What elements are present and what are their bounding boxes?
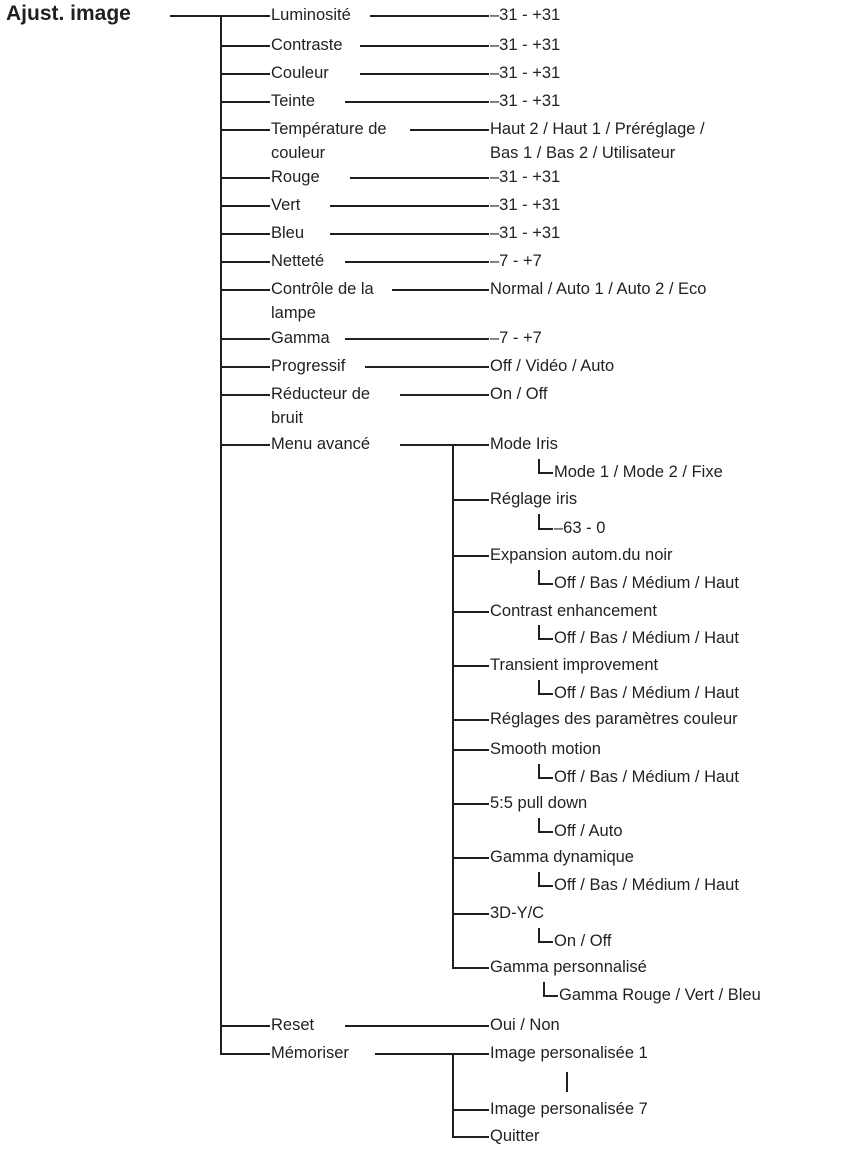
value-connector-temperature: [410, 129, 490, 131]
item-memoriser: Mémoriser: [271, 1044, 349, 1062]
item-bleu: Bleu: [271, 224, 305, 242]
title-connector: [170, 15, 220, 17]
item-teinte: Teinte: [271, 92, 316, 110]
branch-gamma-perso: [452, 967, 490, 969]
branch-vert: [220, 205, 270, 207]
branch-pulldown: [452, 803, 490, 805]
item-gamma: Gamma: [271, 329, 330, 347]
branch-reglage-iris: [452, 499, 490, 501]
value-temperature-line1: Haut 2 / Haut 1 / Préréglage /: [490, 120, 705, 138]
mem-image7: Image personalisée 7: [490, 1100, 648, 1118]
branch-rouge: [220, 177, 270, 179]
value-contraste: –31 - +31: [490, 36, 561, 54]
item-luminosite: Luminosité: [271, 6, 351, 24]
adv-gamma-perso: Gamma personnalisé: [490, 958, 647, 976]
adv-contrast-enh-value: Off / Bas / Médium / Haut: [554, 629, 739, 647]
item-vert: Vert: [271, 196, 301, 214]
item-reset: Reset: [271, 1016, 315, 1034]
branch-luminosite: [220, 15, 270, 17]
branch-bleu: [220, 233, 270, 235]
elbow-gamma-perso-h: [543, 995, 559, 997]
value-reset: Oui / Non: [490, 1016, 560, 1034]
branch-gamma: [220, 338, 270, 340]
adv-mode-iris-value: Mode 1 / Mode 2 / Fixe: [554, 463, 723, 481]
branch-transient: [452, 665, 490, 667]
adv-transient: Transient improvement: [490, 656, 659, 674]
value-reducteur: On / Off: [490, 385, 548, 403]
value-teinte: –31 - +31: [490, 92, 561, 110]
elbow-contrast-enh-h: [538, 638, 554, 640]
elbow-gamma-dyn-h: [538, 885, 554, 887]
value-controle: Normal / Auto 1 / Auto 2 / Eco: [490, 280, 707, 298]
adv-reglage-iris: Réglage iris: [490, 490, 578, 508]
adv-transient-value: Off / Bas / Médium / Haut: [554, 684, 739, 702]
elbow-yc-h: [538, 941, 554, 943]
adv-expansion-value: Off / Bas / Médium / Haut: [554, 574, 739, 592]
elbow-reglage-iris-h: [538, 528, 554, 530]
adv-pulldown: 5:5 pull down: [490, 794, 588, 812]
value-bleu: –31 - +31: [490, 224, 561, 242]
adv-reglages-couleur: Réglages des paramètres couleur: [490, 710, 738, 728]
mem-image1: Image personalisée 1: [490, 1044, 648, 1062]
adv-reglage-iris-value: –63 - 0: [554, 519, 606, 537]
elbow-smooth-h: [538, 777, 554, 779]
adv-smooth: Smooth motion: [490, 740, 601, 758]
branch-gamma-dyn: [452, 857, 490, 859]
value-progressif: Off / Vidéo / Auto: [490, 357, 615, 375]
branch-contrast-enh: [452, 611, 490, 613]
item-controle-line1: Contrôle de la: [271, 280, 374, 298]
adv-yc-value: On / Off: [554, 932, 612, 950]
value-connector-contraste: [360, 45, 490, 47]
elbow-pulldown-h: [538, 831, 554, 833]
branch-expansion: [452, 555, 490, 557]
branch-teinte: [220, 101, 270, 103]
item-contraste: Contraste: [271, 36, 343, 54]
value-luminosite: –31 - +31: [490, 6, 561, 24]
branch-progressif: [220, 366, 270, 368]
page-title: Ajust. image: [6, 2, 131, 25]
branch-reset: [220, 1025, 270, 1027]
adv-gamma-dyn-value: Off / Bas / Médium / Haut: [554, 876, 739, 894]
item-controle-line2: lampe: [271, 304, 316, 322]
value-connector-memoriser: [375, 1053, 490, 1055]
branch-yc: [452, 913, 490, 915]
elbow-transient-h: [538, 693, 554, 695]
adv-pulldown-value: Off / Auto: [554, 822, 623, 840]
value-connector-vert: [330, 205, 490, 207]
adv-gamma-perso-value: Gamma Rouge / Vert / Bleu: [559, 986, 761, 1004]
item-progressif: Progressif: [271, 357, 346, 375]
value-gamma: –7 - +7: [490, 329, 542, 347]
advanced-trunk: [452, 444, 454, 969]
branch-menu-avance: [220, 444, 270, 446]
value-connector-reducteur: [400, 394, 490, 396]
value-nettete: –7 - +7: [490, 252, 542, 270]
branch-temperature: [220, 129, 270, 131]
value-connector-controle: [392, 289, 490, 291]
value-connector-reset: [345, 1025, 490, 1027]
item-temperature-line2: couleur: [271, 144, 326, 162]
value-couleur: –31 - +31: [490, 64, 561, 82]
value-connector-gamma: [345, 338, 490, 340]
value-connector-nettete: [345, 261, 490, 263]
branch-contraste: [220, 45, 270, 47]
elbow-expansion-h: [538, 583, 554, 585]
memory-trunk: [452, 1053, 454, 1137]
item-reducteur-line1: Réducteur de: [271, 385, 371, 403]
value-connector-menu-avance: [400, 444, 490, 446]
value-connector-rouge: [350, 177, 490, 179]
value-connector-couleur: [360, 73, 490, 75]
branch-couleur: [220, 73, 270, 75]
memory-continuation-mark: [566, 1072, 568, 1092]
value-connector-bleu: [330, 233, 490, 235]
mem-quitter: Quitter: [490, 1127, 540, 1145]
value-rouge: –31 - +31: [490, 168, 561, 186]
item-menu-avance: Menu avancé: [271, 435, 371, 453]
branch-memoriser: [220, 1053, 270, 1055]
adv-gamma-dyn: Gamma dynamique: [490, 848, 634, 866]
branch-controle: [220, 289, 270, 291]
item-nettete: Netteté: [271, 252, 325, 270]
adv-expansion: Expansion autom.du noir: [490, 546, 673, 564]
branch-reducteur: [220, 394, 270, 396]
value-connector-teinte: [345, 101, 490, 103]
branch-reglages-couleur: [452, 719, 490, 721]
main-trunk: [220, 15, 222, 1055]
adv-yc: 3D-Y/C: [490, 904, 545, 922]
adv-mode-iris: Mode Iris: [490, 435, 558, 453]
item-temperature-line1: Température de: [271, 120, 387, 138]
adv-smooth-value: Off / Bas / Médium / Haut: [554, 768, 739, 786]
value-connector-luminosite: [370, 15, 490, 17]
item-rouge: Rouge: [271, 168, 320, 186]
value-vert: –31 - +31: [490, 196, 561, 214]
branch-smooth: [452, 749, 490, 751]
branch-quitter: [452, 1136, 490, 1138]
branch-nettete: [220, 261, 270, 263]
item-couleur: Couleur: [271, 64, 329, 82]
branch-image7: [452, 1109, 490, 1111]
value-connector-progressif: [365, 366, 490, 368]
elbow-mode-iris-h: [538, 472, 554, 474]
item-reducteur-line2: bruit: [271, 409, 304, 427]
value-temperature-line2: Bas 1 / Bas 2 / Utilisateur: [490, 144, 676, 162]
adv-contrast-enh: Contrast enhancement: [490, 602, 657, 620]
